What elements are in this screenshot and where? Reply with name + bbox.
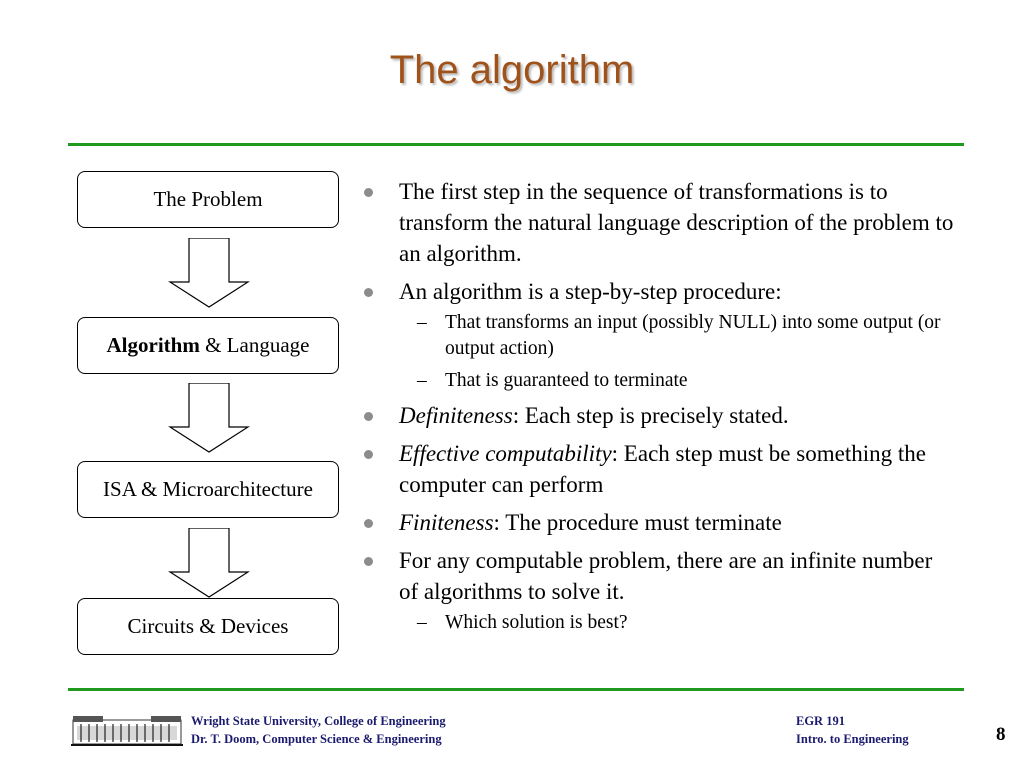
- bullet-dot-icon: [364, 412, 373, 421]
- footer-left: [191, 712, 446, 748]
- sub-bullet-text: That is guaranteed to terminate: [445, 370, 688, 391]
- bullet-dot-icon: [364, 188, 373, 197]
- slide-title: The algorithm: [389, 48, 635, 92]
- down-arrow-icon: [168, 528, 250, 598]
- sub-bullet-text: Which solution is best?: [445, 612, 628, 633]
- footer-university: Wright State University, College of Engineering: [191, 714, 446, 728]
- footer-course-name: Intro. to Engineering: [796, 732, 909, 746]
- footer-course-code: EGR 191: [796, 714, 845, 728]
- flow-box-algorithm-rest: & Language: [199, 333, 310, 357]
- footer-right: [796, 712, 909, 748]
- flow-box-circuits-label: Circuits & Devices: [127, 614, 289, 638]
- page-number: 8: [996, 724, 1006, 745]
- bullet-item: [355, 545, 955, 607]
- bullet-item: [355, 176, 955, 269]
- bullet-item: [355, 438, 955, 500]
- down-arrow-icon: [168, 238, 250, 308]
- flow-box-algorithm-bold: Algorithm: [106, 333, 200, 357]
- bullet-text: : Each step must be something the computer can perform: [399, 441, 926, 497]
- dash-icon: –: [417, 612, 427, 633]
- bullet-item: [355, 276, 955, 307]
- bullet-dot-icon: [364, 288, 373, 297]
- bullet-dot-icon: [364, 557, 373, 566]
- bullet-item: [355, 400, 955, 431]
- sub-bullet-item: [355, 310, 955, 362]
- down-arrow-icon: [168, 383, 250, 453]
- bullet-text: : Each step is precisely stated.: [512, 403, 789, 428]
- dash-icon: –: [417, 312, 427, 333]
- bullet-text: An algorithm is a step-by-step procedure:: [399, 279, 782, 304]
- flow-box-circuits: [77, 598, 339, 655]
- bullet-text: The first step in the sequence of transformations is to transform the natural language description of the problem to an algorithm.: [399, 179, 954, 266]
- bullet-text: For any computable problem, there are an infinite number of algorithms to solve it.: [399, 548, 933, 604]
- bullet-item: [355, 507, 955, 538]
- university-building-logo: [71, 714, 183, 748]
- flow-box-isa: [77, 461, 339, 518]
- bullet-list: [355, 176, 955, 642]
- sub-bullet-item: [355, 368, 955, 394]
- flow-box-problem: [77, 171, 339, 228]
- bullet-text: : The procedure must terminate: [493, 510, 782, 535]
- bullet-term: Effective computability: [399, 441, 612, 466]
- flow-box-isa-label: ISA & Microarchitecture: [103, 477, 313, 501]
- sub-bullet-text: That transforms an input (possibly NULL) into some output (or output action): [445, 312, 941, 359]
- flow-box-problem-label: The Problem: [153, 187, 263, 211]
- sub-bullet-item: [355, 610, 955, 636]
- flow-box-algorithm: [77, 317, 339, 374]
- bullet-dot-icon: [364, 519, 373, 528]
- top-divider: [68, 143, 964, 146]
- dash-icon: –: [417, 370, 427, 391]
- bullet-term: Finiteness: [399, 510, 494, 535]
- bullet-dot-icon: [364, 450, 373, 459]
- footer-instructor: Dr. T. Doom, Computer Science & Engineering: [191, 732, 442, 746]
- bullet-term: Definiteness: [399, 403, 513, 428]
- bottom-divider: [68, 688, 964, 691]
